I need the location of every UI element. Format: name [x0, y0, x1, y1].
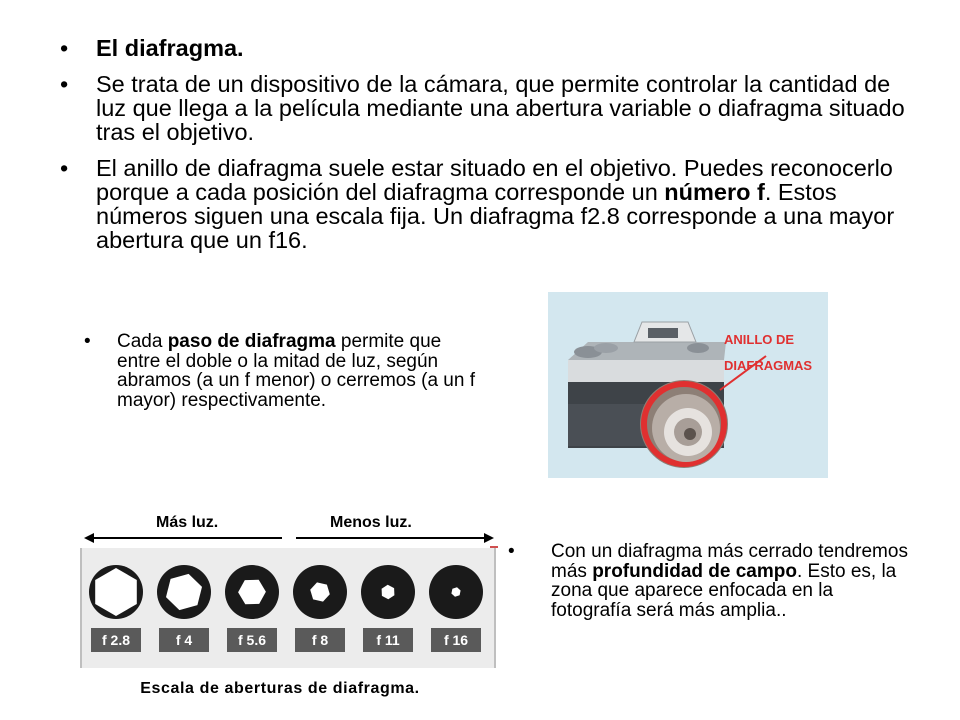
- ring-text-bold: número f: [664, 179, 765, 205]
- ring-text-before: El anillo de diafragma suele estar situado en el objetivo. Puedes reconocerlo porque a cada posición del diafragma corresponde un: [96, 155, 893, 205]
- depth-bullet: [508, 542, 918, 620]
- bullet-title: [60, 36, 920, 60]
- stop-label: f 5.6: [237, 632, 267, 648]
- stop-label: f 8: [311, 632, 329, 648]
- step-bullet: [84, 332, 484, 410]
- camera-label-line1: ANILLO DE: [724, 332, 795, 347]
- aperture-scale: [80, 548, 496, 668]
- section-title: El diafragma.: [96, 35, 244, 61]
- depth-text-after: . Esto es, la zona que aparece enfocada en la fotografía será más amplia..: [551, 560, 897, 621]
- step-text-before: Cada: [117, 331, 168, 352]
- bullet-ring: [60, 156, 920, 252]
- scale-caption: Escala de aberturas de diafragma.: [140, 680, 420, 697]
- bullet-dot: •: [508, 541, 515, 562]
- main-bullet-list: [60, 36, 920, 264]
- depth-text-before: Con un diafragma más cerrado tendremos más: [551, 541, 908, 582]
- stop-label: f 2.8: [101, 632, 131, 648]
- stop-label: f 11: [376, 632, 400, 648]
- stop-label: f 4: [175, 632, 193, 648]
- aperture-stop: [157, 565, 211, 652]
- aperture-stop: [89, 565, 143, 652]
- bullet-dot: •: [84, 331, 91, 352]
- camera-label-line2: DIAFRAGMAS: [724, 358, 813, 373]
- aperture-stop: [361, 565, 415, 652]
- aperture-stop: [293, 565, 347, 652]
- depth-text-bold: profundidad de campo: [592, 560, 797, 582]
- aperture-stop: [429, 565, 483, 652]
- light-arrows: [82, 530, 496, 546]
- definition-text: Se trata de un dispositivo de la cámara, que permite controlar la cantidad de luz que llega a la película mediante una abertura variable o diafragma situado tras el objetivo.: [96, 71, 905, 145]
- ring-text-after: . Estos números siguen una escala fija. Un diafragma f2.8 corresponde a una mayor abertura que un f16.: [96, 179, 895, 253]
- depth-text: [508, 542, 918, 620]
- more-light-label: Más luz.: [156, 514, 219, 531]
- camera-illustration: [548, 292, 828, 478]
- aperture-stop: [225, 565, 279, 652]
- stop-label: f 16: [443, 632, 469, 648]
- step-text: [84, 332, 484, 410]
- camera-drawing: [548, 292, 828, 478]
- step-text-after: permite que entre el doble o la mitad de luz, según abramos (a un f menor) o cerremos (a un f mayor) respectivamente.: [117, 331, 475, 411]
- bullet-definition: [60, 72, 920, 144]
- aperture-stops: [82, 548, 494, 668]
- step-text-bold: paso de diafragma: [167, 331, 336, 352]
- less-light-label: Menos luz.: [330, 514, 412, 531]
